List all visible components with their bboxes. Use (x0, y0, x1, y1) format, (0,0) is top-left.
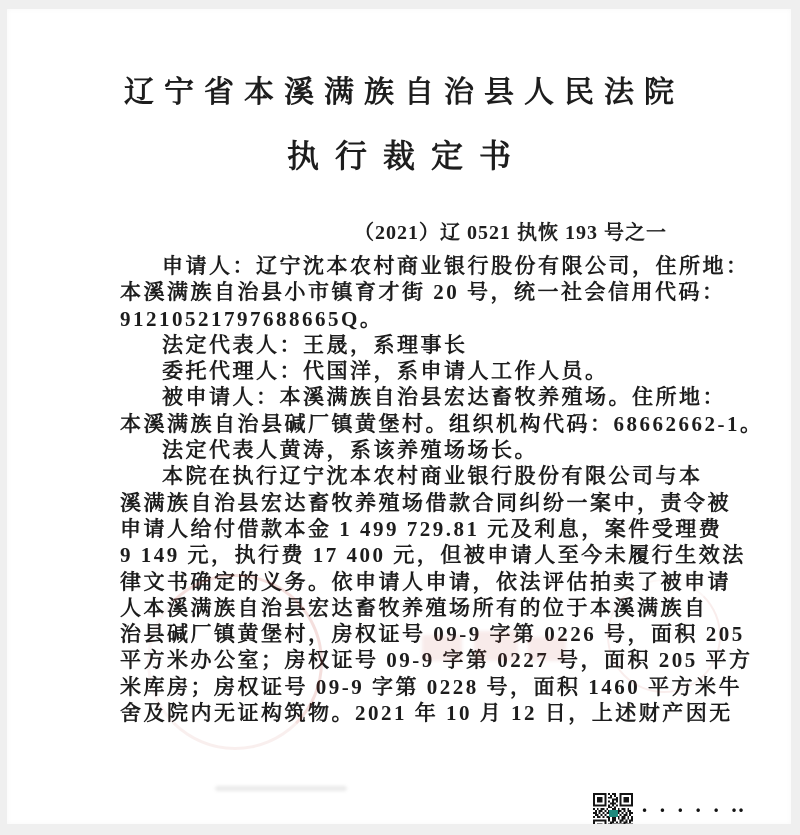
body-line: 申请人给付借款本金 1 499 729.81 元及利息，案件受理费 (120, 516, 723, 541)
body-line: 91210521797688665Q。 (120, 306, 384, 331)
case-number: （2021）辽 0521 执恢 193 号之一 (354, 222, 667, 244)
body-line: 申请人：辽宁沈本农村商业银行股份有限公司，住所地： (162, 254, 750, 278)
body-line: 法定代表人黄涛，系该养殖场场长。 (162, 438, 538, 463)
body-line: 本院在执行辽宁沈本农村商业银行股份有限公司与本 (162, 464, 703, 489)
body-line: 溪满族自治县宏达畜牧养殖场借款合同纠纷一案中，责令被 (120, 490, 731, 515)
document-body (120, 253, 764, 726)
body-line: 法定代表人：王晟，系理事长 (162, 332, 468, 357)
body-line: 舍及院内无证构筑物。2021 年 10 月 12 日，上述财产因无 (120, 701, 733, 726)
body-line: 本溪满族自治县碱厂镇黄堡村。组织机构代码：68662662-1。 (120, 411, 764, 436)
scanner-smudge-line (215, 786, 347, 791)
court-name-title: 辽宁省本溪满族自治县人民法院 (124, 76, 684, 109)
document-type-title: 执行裁定书 (286, 138, 527, 174)
body-line: 米库房；房权证号 09-9 字第 0228 号，面积 1460 平方米牛 (120, 674, 742, 699)
dot-marks: • • • • • •• (641, 804, 745, 818)
body-line: 人本溪满族自治县宏达畜牧养殖场所有的位于本溪满族自 (120, 595, 708, 620)
body-line: 治县碱厂镇黄堡村，房权证号 09-9 字第 0226 号，面积 205 (120, 622, 745, 647)
body-line: 本溪满族自治县小市镇育才街 20 号，统一社会信用代码： (120, 280, 726, 305)
body-line: 律文书确定的义务。依申请人申请，依法评估拍卖了被申请 (120, 569, 731, 594)
body-line: 委托代理人：代国洋，系申请人工作人员。 (162, 359, 609, 384)
document-page (7, 9, 791, 824)
qr-code-icon (593, 793, 633, 824)
body-line: 平方米办公室；房权证号 09-9 字第 0227 号，面积 205 平方 (120, 648, 753, 673)
body-line: 9 149 元，执行费 17 400 元，但被申请人至今未履行生效法 (120, 543, 746, 568)
body-line: 被申请人：本溪满族自治县宏达畜牧养殖场。住所地： (162, 385, 726, 410)
